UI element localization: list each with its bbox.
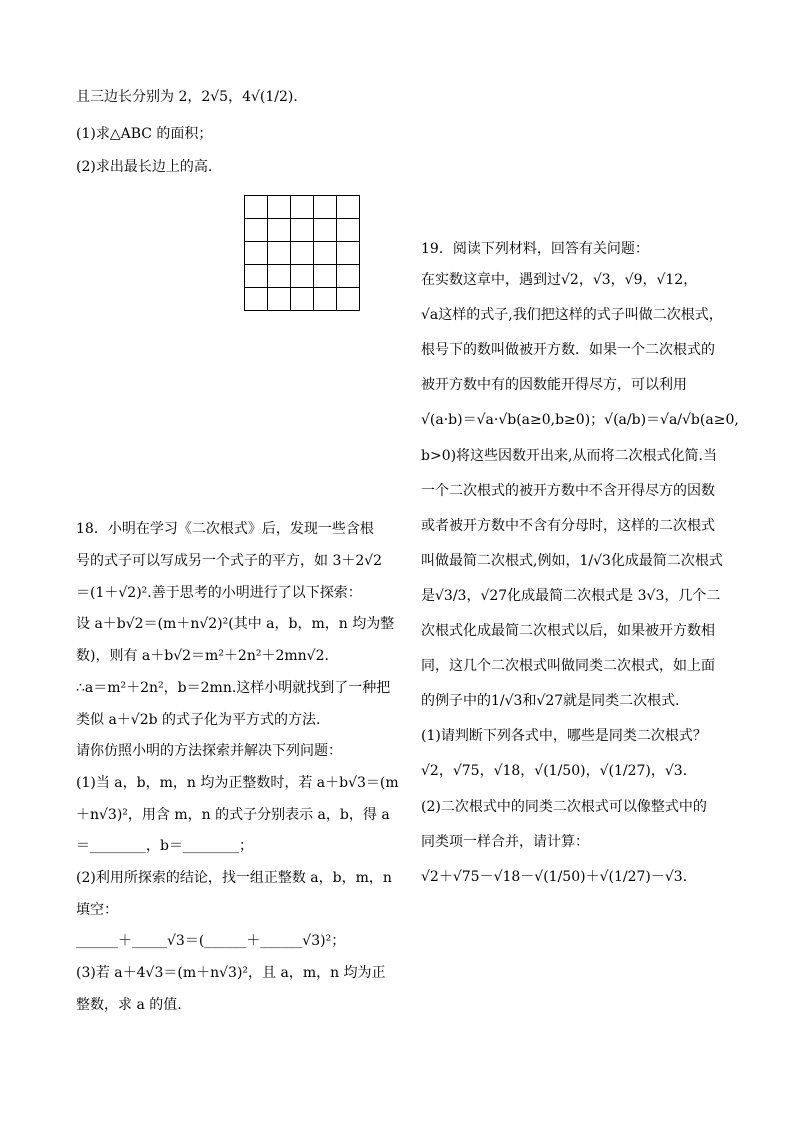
q19-line: (2)二次根式中的同类二次根式可以像整式中的	[421, 799, 707, 815]
grid-cell	[245, 196, 268, 219]
grid-cell	[291, 242, 314, 265]
q19-line: √2＋√75－√18－√(1/50)＋√(1/27)－√3.	[421, 869, 688, 885]
grid-cell	[268, 196, 291, 219]
q18-title: 18．小明在学习《二次根式》后，发现一些含根	[76, 521, 374, 537]
grid-cell	[268, 219, 291, 242]
grid-cell	[291, 288, 314, 311]
q19-line: 或者被开方数中不含有分母时，这样的二次根式	[421, 518, 715, 534]
grid-cell	[337, 219, 360, 242]
grid-cell	[337, 196, 360, 219]
q19-line: 在实数这章中，遇到过√2，√3，√9，√12，	[421, 272, 698, 288]
grid-cell	[314, 242, 337, 265]
q18-line: 数)，则有 a＋b√2＝m²＋2n²＋2mn√2.	[76, 648, 329, 664]
grid-cell	[337, 288, 360, 311]
grid-cell	[337, 265, 360, 288]
grid-cell	[245, 288, 268, 311]
grid-cell	[314, 265, 337, 288]
grid-cell	[268, 288, 291, 311]
grid-cell	[291, 196, 314, 219]
q19-title: 19．阅读下列材料，回答有关问题：	[421, 241, 649, 257]
q18-line: 请你仿照小明的方法探索并解决下列问题：	[76, 743, 342, 759]
grid-cell	[291, 219, 314, 242]
q19-line: 次根式化成最简二次根式以后，如果被开方数相	[421, 623, 715, 639]
q18-line: ______＋_____√3＝(______＋______√3)²；	[76, 933, 346, 949]
q18-line: 号的式子可以写成另一个式子的平方，如 3＋2√2	[76, 553, 383, 569]
q18-line: ∴a＝m²＋2n²，b＝2mn.这样小明就找到了一种把	[76, 680, 391, 696]
q19-line: 叫做最简二次根式,例如，1/√3化成最简二次根式	[421, 553, 723, 569]
grid-cell	[337, 242, 360, 265]
grid-cell	[245, 265, 268, 288]
q19-line: (1)请判断下列各式中，哪些是同类二次根式？	[421, 728, 707, 744]
q19-line: 一个二次根式的被开方数中不含开得尽方的因数	[421, 483, 715, 499]
q19-line: √2，√75，√18，√(1/50)，√(1/27)，√3.	[421, 763, 688, 779]
grid-cell	[314, 196, 337, 219]
grid-cell	[314, 288, 337, 311]
grid-cell	[314, 219, 337, 242]
grid-cell	[268, 242, 291, 265]
grid-cell	[245, 219, 268, 242]
q17-part1: (1)求△ABC 的面积；	[76, 126, 213, 142]
q18-line: 设 a＋b√2＝(m＋n√2)²(其中 a，b，m，n 均为整	[76, 616, 395, 632]
q19-line: 是√3/3，√27化成最简二次根式是 3√3，几个二	[421, 588, 721, 604]
grid-cell	[268, 265, 291, 288]
q19-line: √a这样的式子,我们把这样的式子叫做二次根式，	[421, 307, 723, 323]
square-grid	[244, 195, 360, 311]
q19-line: 根号下的数叫做被开方数．如果一个二次根式的	[421, 342, 715, 358]
q19-line: √(a·b)＝√a·√b(a≥0,b≥0)；√(a/b)＝√a/√b(a≥0,	[421, 412, 739, 428]
q17-part2: (2)求出最长边上的高.	[76, 159, 213, 175]
q19-line: 同，这几个二次根式叫做同类二次根式，如上面	[421, 658, 715, 674]
q18-line: (3)若 a＋4√3＝(m＋n√3)²，且 a，m，n 均为正	[76, 965, 386, 981]
q18-line: (1)当 a，b，m，n 均为正整数时，若 a＋b√3＝(m	[76, 775, 399, 791]
q17-sides-text: 且三边长分别为 2，2√5，4√(1/2).	[76, 89, 298, 105]
q19-line: 被开方数中有的因数能开得尽方，可以利用	[421, 377, 687, 393]
q19-line: 的例子中的1/√3和√27就是同类二次根式．	[421, 693, 690, 709]
q19-line: b>0)将这些因数开出来,从而将二次根式化简.当	[421, 448, 717, 464]
q18-line: 类似 a＋√2b 的式子化为平方式的方法.	[76, 712, 321, 728]
q18-line: 整数，求 a 的值.	[76, 997, 182, 1013]
q18-line: ＋n√3)²，用含 m，n 的式子分别表示 a，b，得 a	[76, 807, 390, 823]
grid-cell	[291, 265, 314, 288]
grid-cell	[245, 242, 268, 265]
q18-line: ＝________，b＝________；	[76, 838, 253, 854]
q18-line: (2)利用所探索的结论，找一组正整数 a，b，m，n	[76, 870, 392, 886]
q19-line: 同类项一样合并，请计算：	[421, 834, 589, 850]
q18-line: ＝(1＋√2)².善于思考的小明进行了以下探索：	[76, 585, 362, 601]
q18-line: 填空：	[76, 902, 118, 918]
